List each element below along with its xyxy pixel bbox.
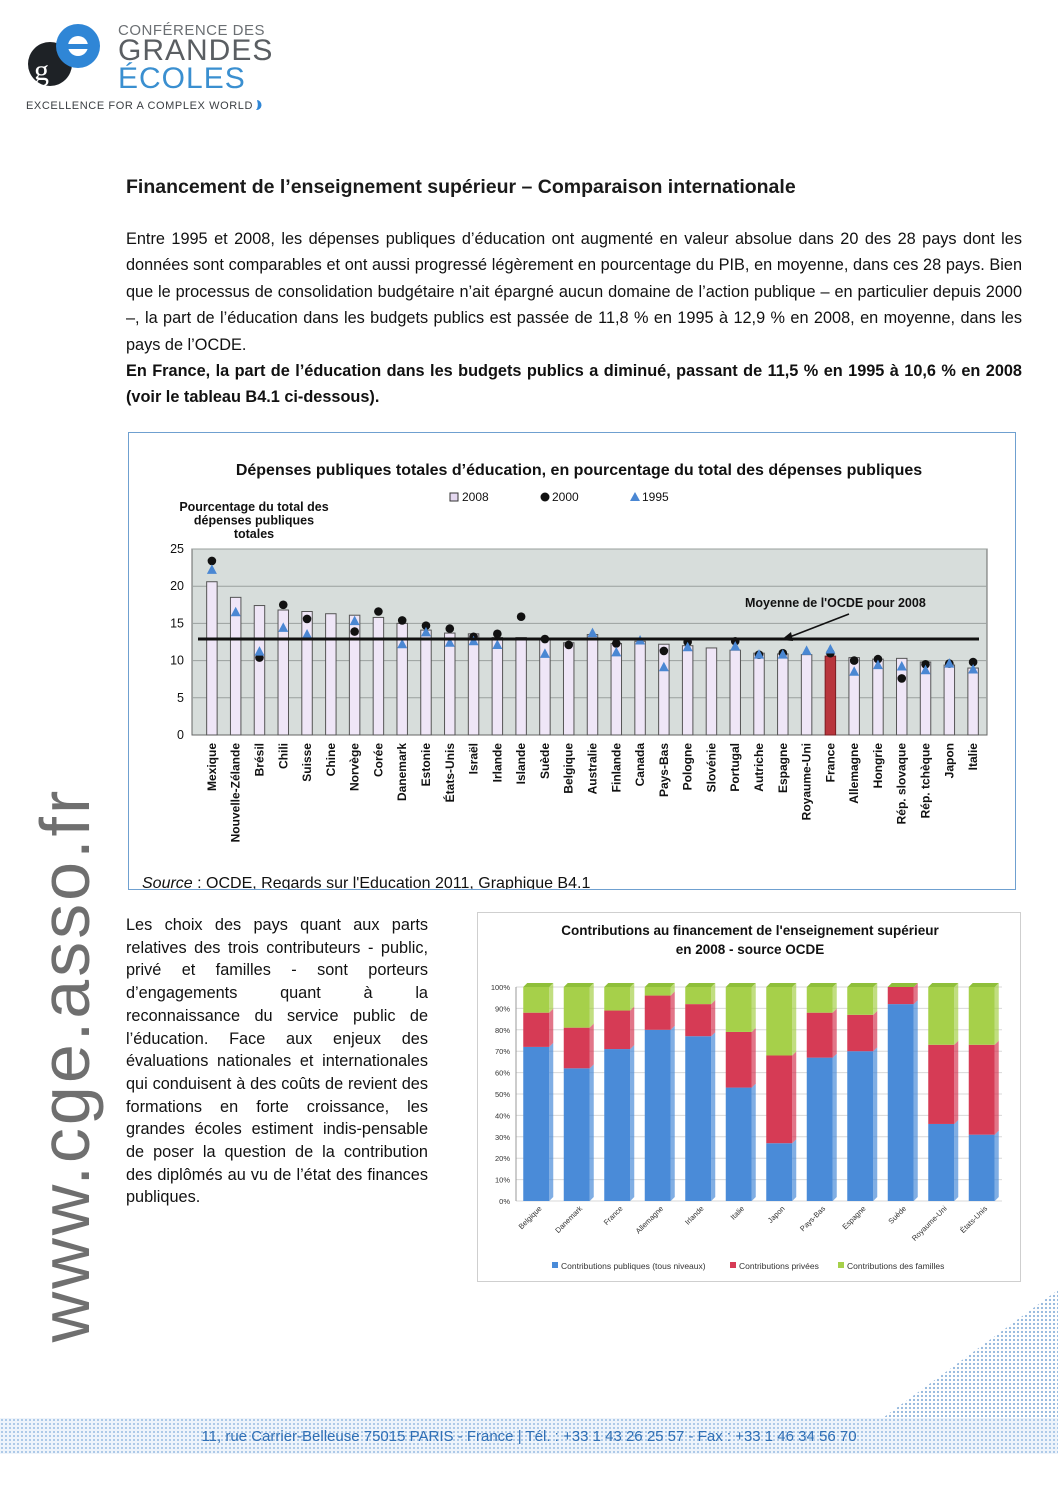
marker-2000-3: [279, 601, 288, 610]
logo-mark-icon: [26, 20, 116, 100]
marker-2000-19: [660, 647, 669, 656]
bar-top-3: [645, 983, 675, 987]
bar-side-2-5: [752, 983, 756, 1032]
x-tick-label: Canada: [633, 743, 648, 787]
bar-side-1-6: [792, 1051, 796, 1143]
x-tick-label: Italie: [966, 743, 981, 771]
bar-side-0-9: [914, 1000, 918, 1201]
x-tick-label: Pays-Bas: [798, 1204, 828, 1234]
oecd-average-annotation: Moyenne de l'OCDE pour 2008: [745, 596, 926, 610]
side-paragraph: Les choix des pays quant aux parts relatives des trois contributeurs - public, privé et familles - sont porteurs d’engagements quant à la reconnaissance du service public de l’éducation. Face aux enjeux des évaluations nationales et internationales qui conduisent à des coûts de revient des formations en forte croissance, les grandes écoles estiment indis-pensable de poser la question de la contribution des diplômés au vu de l’état des finances publiques.: [126, 916, 428, 1207]
x-tick-label: Slovénie: [704, 743, 719, 793]
marker-2000-27: [850, 656, 859, 665]
x-tick-label: Finlande: [609, 743, 624, 793]
x-tick-label: Chine: [323, 743, 338, 777]
marker-2000-10: [445, 624, 454, 633]
bar-2008-23: [754, 653, 764, 735]
x-tick-label: Rép. slovaque: [894, 743, 909, 825]
x-tick-label: Brésil: [252, 743, 267, 777]
svg-text:g: g: [34, 54, 49, 87]
stacked-bar-0-4: [685, 1036, 711, 1201]
bar-side-1-7: [833, 1009, 837, 1058]
y-tick-label: 10: [170, 653, 184, 668]
bar-2008-21: [706, 648, 716, 735]
funding-contributions-chart: [477, 912, 1021, 1282]
y-tick-label: 30%: [494, 1132, 510, 1142]
stacked-bar-0-0: [523, 1047, 549, 1201]
bar-2008-20: [682, 646, 692, 735]
y-tick-label: 20%: [494, 1154, 510, 1164]
x-tick-label: Irlande: [490, 743, 505, 783]
stacked-bar-1-7: [807, 1013, 833, 1058]
bar-top-4: [685, 983, 715, 987]
bar-top-7: [807, 983, 837, 987]
stacked-bar-1-3: [645, 996, 671, 1030]
stacked-bar-2-10: [928, 987, 954, 1045]
bar-top-5: [726, 983, 756, 987]
y-tick-label: 25: [170, 542, 184, 556]
stacked-bar-1-6: [766, 1055, 792, 1143]
x-tick-label: Espagne: [840, 1204, 868, 1232]
bar-2008-31: [944, 665, 954, 735]
logo-tagline: EXCELLENCE FOR A COMPLEX WORLD: [26, 100, 254, 112]
bar-side-2-6: [792, 983, 796, 1055]
x-tick-label: Danemark: [395, 743, 410, 802]
stacked-bar-2-7: [807, 987, 833, 1013]
bar-2008-9: [421, 630, 431, 735]
y-tick-label: 15: [170, 616, 184, 631]
bar-side-0-11: [995, 1131, 999, 1201]
x-tick-label: Japon: [942, 743, 957, 779]
x-tick-label: Royaume-Uni: [909, 1204, 949, 1243]
stacked-bar-1-1: [564, 1028, 590, 1069]
x-tick-label: Irlande: [683, 1204, 706, 1227]
marker-2000-0: [208, 557, 217, 566]
bar-side-2-10: [954, 983, 958, 1045]
marker-2000-29: [897, 674, 906, 683]
y-tick-label: 80%: [494, 1025, 510, 1035]
x-tick-label: Pologne: [680, 743, 695, 791]
x-tick-label: Suisse: [300, 743, 315, 782]
stacked-bar-2-5: [726, 987, 752, 1032]
bar-side-0-2: [630, 1045, 634, 1201]
source-text: : OCDE, Regards sur l'Education 2011, Graphique B4.1: [192, 875, 591, 889]
chart-title: Contributions au financement de l'enseignement supérieur en 2008 - source OCDE: [561, 923, 939, 957]
bar-side-1-1: [590, 1024, 594, 1069]
bar-top-11: [969, 983, 999, 987]
stacked-bar-1-5: [726, 1032, 752, 1088]
x-tick-label: Japon: [765, 1204, 787, 1225]
legend-marker-1995: [630, 492, 640, 501]
stacked-bar-1-9: [888, 987, 914, 1004]
bar-side-2-8: [873, 983, 877, 1015]
bar-side-0-4: [711, 1032, 715, 1201]
bar-2008-15: [563, 643, 573, 735]
bar-2008-0: [207, 582, 217, 735]
bar-top-10: [928, 983, 958, 987]
bar-2008-22: [730, 650, 740, 735]
bar-side-1-4: [711, 1000, 715, 1036]
bar-side-2-1: [590, 983, 594, 1028]
bar-2008-25: [801, 655, 811, 735]
stacked-bar-2-4: [685, 987, 711, 1004]
legend-label-2008: 2008: [462, 490, 489, 504]
legend-label-0: Contributions publiques (tous niveaux): [561, 1261, 706, 1271]
bar-2008-16: [587, 635, 597, 735]
bar-2008-11: [468, 634, 478, 735]
x-tick-label: Nouvelle-Zélande: [228, 743, 243, 843]
bar-side-2-0: [549, 983, 553, 1013]
bar-2008-18: [635, 641, 645, 735]
bar-2008-32: [968, 668, 978, 735]
stacked-bar-1-8: [847, 1015, 873, 1051]
bar-side-0-3: [671, 1026, 675, 1201]
source-label: Source: [142, 875, 193, 889]
stacked-bar-2-3: [645, 987, 671, 996]
logo-line-1: CONFÉRENCE DES: [118, 22, 266, 39]
decorative-triangle: [880, 1290, 1058, 1420]
bar-side-0-8: [873, 1047, 877, 1201]
x-tick-label: Estonie: [418, 743, 433, 787]
chart-source: [142, 875, 590, 889]
bar-side-1-5: [752, 1028, 756, 1088]
logo-line-2: GRANDES: [118, 34, 274, 67]
x-tick-label: Hongrie: [870, 743, 885, 789]
y-tick-label: 5: [177, 690, 184, 705]
x-tick-label: Islande: [514, 743, 529, 785]
bar-top-9: [888, 983, 918, 987]
x-tick-label: Autriche: [752, 743, 767, 792]
y-tick-label: 40%: [494, 1111, 510, 1121]
marker-2000-6: [350, 627, 359, 636]
x-tick-label: France: [823, 743, 838, 783]
bar-side-0-0: [549, 1043, 553, 1201]
x-tick-label: Portugal: [728, 743, 743, 792]
marker-2000-4: [303, 615, 312, 624]
marker-2000-15: [564, 641, 573, 650]
stacked-bar-2-1: [564, 987, 590, 1028]
stacked-bar-0-3: [645, 1030, 671, 1201]
bar-side-0-1: [590, 1064, 594, 1201]
x-tick-label: Norvège: [347, 743, 362, 792]
footer-address: 11, rue Carrier-Belleuse 75015 PARIS - France | Tél. : +33 1 43 26 25 57 - Fax : +33 1 46 34 56 70: [201, 1428, 857, 1445]
legend-marker-0: [552, 1262, 558, 1268]
x-tick-label: Rép. tchèque: [918, 743, 933, 819]
stacked-bar-0-7: [807, 1058, 833, 1201]
marker-2000-8: [398, 616, 407, 625]
bar-top-8: [847, 983, 877, 987]
y-axis-label: Pourcentage du total des dépenses publiques totales: [179, 500, 329, 541]
x-tick-label: Israël: [466, 743, 481, 775]
legend-label-2000: 2000: [552, 490, 579, 504]
bar-2008-1: [230, 597, 240, 735]
y-tick-label: 60%: [494, 1068, 510, 1078]
bar-2008-26: [825, 656, 835, 735]
bar-2008-13: [516, 638, 526, 735]
bar-side-0-10: [954, 1120, 958, 1201]
stacked-bar-1-11: [969, 1045, 995, 1135]
y-tick-label: 0%: [499, 1197, 510, 1206]
bar-2008-24: [778, 654, 788, 735]
y-tick-label: 20: [170, 579, 184, 594]
stacked-bar-2-6: [766, 987, 792, 1055]
logo-line-3: ÉCOLES: [118, 62, 246, 95]
stacked-bar-0-6: [766, 1143, 792, 1201]
stacked-bar-0-8: [847, 1051, 873, 1201]
x-tick-label: Suède: [886, 1204, 909, 1226]
marker-2000-12: [493, 630, 502, 639]
legend-marker-2: [838, 1262, 844, 1268]
bar-side-0-6: [792, 1139, 796, 1201]
legend-marker-2008: [450, 493, 458, 501]
stacked-bar-0-1: [564, 1068, 590, 1201]
legend-marker-1: [730, 1262, 736, 1268]
bar-side-2-11: [995, 983, 999, 1045]
bar-2008-5: [326, 614, 336, 735]
bar-side-1-0: [549, 1009, 553, 1047]
chart-title: Dépenses publiques totales d’éducation, en pourcentage du total des dépenses publiques: [235, 462, 923, 479]
education-spending-chart-svg: [129, 433, 1015, 889]
funding-contributions-chart-svg: [478, 913, 1020, 1281]
education-spending-chart: [128, 432, 1016, 890]
x-tick-label: États-Unis: [442, 743, 457, 803]
x-tick-label: Pays-Bas: [656, 743, 671, 798]
bar-top-6: [766, 983, 796, 987]
marker-2000-7: [374, 607, 383, 616]
x-tick-label: Danemark: [553, 1204, 585, 1235]
bar-2008-12: [492, 638, 502, 735]
x-tick-label: Australie: [585, 743, 600, 795]
x-tick-label: Suède: [537, 743, 552, 780]
marker-2000-13: [517, 612, 526, 621]
stacked-bar-1-4: [685, 1004, 711, 1036]
stacked-bar-2-0: [523, 987, 549, 1013]
x-tick-label: Corée: [371, 743, 386, 778]
stacked-bar-2-11: [969, 987, 995, 1045]
x-tick-label: Allemagne: [847, 743, 862, 804]
bar-2008-19: [659, 644, 669, 735]
legend-label-1: Contributions privées: [739, 1261, 819, 1271]
stacked-bar-0-11: [969, 1135, 995, 1201]
x-tick-label: Royaume-Uni: [799, 743, 814, 821]
cge-logo: [26, 20, 276, 120]
stacked-bar-0-2: [604, 1049, 630, 1201]
stacked-bar-1-0: [523, 1013, 549, 1047]
sidebar-url-text: www.cge.asso.fr: [26, 787, 104, 1343]
bar-side-0-5: [752, 1084, 756, 1201]
bar-side-2-7: [833, 983, 837, 1013]
stacked-bar-2-8: [847, 987, 873, 1015]
bar-side-2-2: [630, 983, 634, 1011]
bar-2008-10: [445, 633, 455, 735]
bar-side-1-10: [954, 1041, 958, 1124]
bar-top-2: [604, 983, 634, 987]
legend-label-2: Contributions des familles: [847, 1261, 945, 1271]
x-tick-label: Italie: [728, 1204, 747, 1222]
france-paragraph: En France, la part de l’éducation dans les budgets publics a diminué, passant de 11,5 % en 1995 à 10,6 % en 2008 (voir le tableau B4.1 ci-dessous).: [126, 362, 1022, 407]
y-tick-label: 100%: [490, 983, 510, 992]
x-tick-label: Belgique: [516, 1204, 544, 1232]
x-tick-label: Mexique: [204, 743, 219, 792]
y-tick-label: 50%: [494, 1090, 510, 1099]
bar-side-1-11: [995, 1041, 999, 1135]
stacked-bar-0-5: [726, 1088, 752, 1201]
x-tick-label: Espagne: [775, 743, 790, 794]
page-title: Financement de l’enseignement supérieur – Comparaison internationale: [126, 176, 796, 198]
bar-side-0-7: [833, 1054, 837, 1201]
stacked-bar-2-2: [604, 987, 630, 1011]
stacked-bar-1-2: [604, 1011, 630, 1050]
bar-top-0: [523, 983, 553, 987]
bar-side-1-2: [630, 1007, 634, 1050]
bar-2008-2: [254, 606, 264, 735]
y-tick-label: 0: [177, 728, 184, 742]
legend-marker-2000: [541, 493, 550, 502]
bar-side-1-8: [873, 1011, 877, 1051]
x-tick-label: États-Unis: [958, 1204, 990, 1235]
x-tick-label: France: [601, 1204, 625, 1227]
legend-label-1995: 1995: [642, 490, 669, 504]
bar-2008-28: [873, 659, 883, 735]
bar-2008-7: [373, 617, 383, 735]
stacked-bar-0-9: [888, 1004, 914, 1201]
stacked-bar-1-10: [928, 1045, 954, 1124]
x-tick-label: Chili: [276, 743, 291, 769]
x-tick-label: Allemagne: [633, 1204, 666, 1236]
y-tick-label: 90%: [494, 1004, 510, 1014]
y-tick-label: 70%: [494, 1047, 510, 1057]
logo-dot-icon: [250, 98, 264, 114]
intro-paragraph: Entre 1995 et 2008, les dépenses publiques d’éducation ont augmenté en valeur absolue dans 20 des 28 pays dont les données sont comparables et ont aussi progressé légèrement en pourcentage du PIB, en moyenne, dans ces 28 pays. Bien que le processus de consolidation budgétaire n’ait épargné aucun domaine de l’action publique – en particulier depuis 2000 –, la part de l’éducation dans les budgets publics est passée de 11,8 % en 1995 à 12,9 % en 2008, en moyenne, dans les pays de l’OCDE.: [126, 230, 1022, 354]
bar-top-1: [564, 983, 594, 987]
bar-side-1-3: [671, 992, 675, 1030]
x-tick-label: Belgique: [561, 743, 576, 794]
stacked-bar-0-10: [928, 1124, 954, 1201]
bar-2008-17: [611, 643, 621, 735]
y-tick-label: 10%: [494, 1175, 510, 1185]
sidebar-url: [20, 770, 110, 1360]
